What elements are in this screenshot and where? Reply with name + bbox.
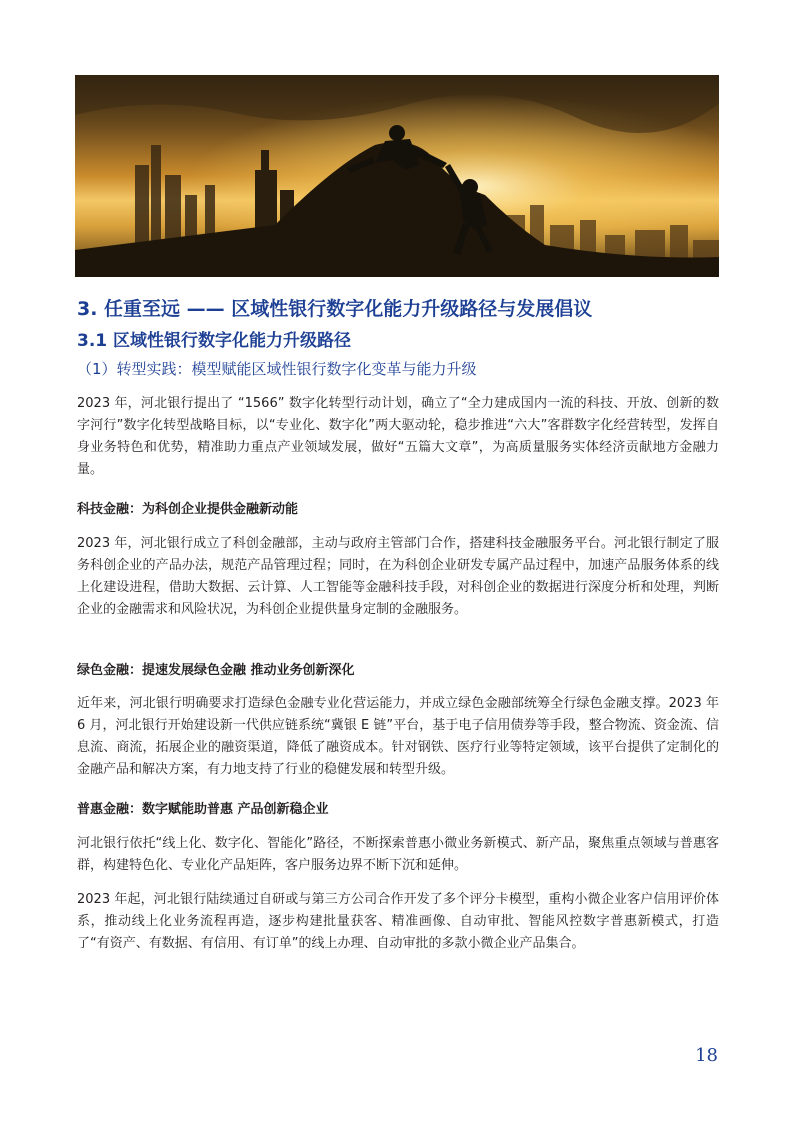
inclusive-finance-paragraph-2: 2023 年起，河北银行陆续通过自研或与第三方公司合作开发了多个评分卡模型，重构小微企业客户信用评价体系，推动线上化业务流程再造，逐步构建批量获客、精准画像、自动审批、智能风控数字普惠新模式，打造了“有资产、有数据、有信用、有订单”的线上办理、自动审批的多款小微企业产品集合。 <box>77 892 719 951</box>
subsubsection-heading: （1）转型实践：模型赋能区域性银行数字化变革与能力升级 <box>77 360 477 378</box>
subsection-heading: 3.1 区域性银行数字化能力升级路径 <box>77 331 352 351</box>
inclusive-finance-paragraph-1: 河北银行依托“线上化、数字化、智能化”路径，不断探索普惠小微业务新模式、新产品，聚焦重点领域与普惠客群，构建特色化、专业化产品矩阵，客户服务边界不断下沉和延伸。 <box>77 836 719 873</box>
section-heading: 3. 任重至远 —— 区域性银行数字化能力升级路径与发展倡议 <box>77 298 593 320</box>
hero-image <box>75 75 719 277</box>
inclusive-finance-title: 普惠金融：数字赋能助普惠 产品创新稳企业 <box>77 802 329 817</box>
page-number: 18 <box>695 1045 718 1066</box>
tech-finance-title: 科技金融：为科创企业提供金融新动能 <box>77 502 299 517</box>
intro-paragraph: 2023 年，河北银行提出了 “1566” 数字化转型行动计划，确立了“全力建成国内一流的科技、开放、创新的数字河行”数字化转型战略目标，以“专业化、数字化”两大驱动轮，稳步推进“六大”客群数字化经营转型，发挥自身业务特色和优势，精准助力重点产业领域发展，做好“五篇大文章”，为高质量服务实体经济贡献地方金融力量。 <box>77 396 719 477</box>
green-finance-title: 绿色金融：提速发展绿色金融 推动业务创新深化 <box>77 663 355 678</box>
sunset-city-climbers-illustration <box>75 75 719 277</box>
tech-finance-paragraph: 2023 年，河北银行成立了科创金融部，主动与政府主管部门合作，搭建科技金融服务平台。河北银行制定了服务科创企业的产品办法，规范产品管理过程；同时，在为科创企业研发专属产品过程中，加速产品服务体系的线上化建设进程，借助大数据、云计算、人工智能等金融科技手段，对科创企业的数据进行深度分析和处理，判断企业的金融需求和风险状况，为科创企业提供量身定制的金融服务。 <box>77 536 719 617</box>
green-finance-paragraph: 近年来，河北银行明确要求打造绿色金融专业化营运能力，并成立绿色金融部统筹全行绿色金融支撑。2023 年 6 月，河北银行开始建设新一代供应链系统“冀银 E 链”平台，基于电子信用债券等手段，整合物流、资金流、信息流、商流，拓展企业的融资渠道，降低了融资成本。针对钢铁、医疗行业等特定领域，该平台提供了定制化的金融产品和解决方案，有力地支持了行业的稳健发展和转型升级。 <box>77 696 719 777</box>
